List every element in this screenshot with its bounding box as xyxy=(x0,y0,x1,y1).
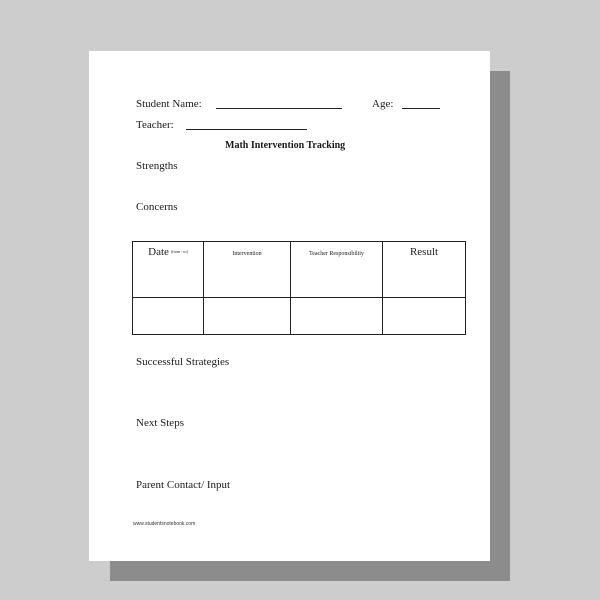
student-name-blank[interactable] xyxy=(216,108,342,109)
worksheet-page xyxy=(89,51,490,561)
cell-date[interactable] xyxy=(133,298,204,335)
teacher-blank[interactable] xyxy=(186,129,307,130)
age-label: Age: xyxy=(372,98,394,110)
cell-intervention[interactable] xyxy=(204,298,291,335)
concerns-label: Concerns xyxy=(136,201,178,213)
intervention-table xyxy=(132,241,466,335)
form-title: Math Intervention Tracking xyxy=(225,140,346,151)
next-steps-label: Next Steps xyxy=(136,417,184,429)
footer-url: www.studentsnotebook.com xyxy=(133,521,196,527)
header-date-cell xyxy=(133,242,204,298)
header-date-note: (from - to) xyxy=(170,248,188,254)
header-teacher-responsibility: Teacher Responsibility xyxy=(308,251,365,257)
teacher-label: Teacher: xyxy=(136,119,174,131)
cell-teacher-responsibility[interactable] xyxy=(291,298,383,335)
header-intervention-cell xyxy=(204,242,291,298)
table-header-row xyxy=(133,242,466,298)
header-result-cell xyxy=(383,242,466,298)
cell-result[interactable] xyxy=(383,298,466,335)
parent-contact-label: Parent Contact/ Input xyxy=(136,479,231,491)
age-blank[interactable] xyxy=(402,108,440,109)
table-row xyxy=(133,298,466,335)
header-teacher-responsibility-cell xyxy=(291,242,383,298)
header-result: Result xyxy=(409,246,439,258)
header-intervention: Intervention xyxy=(232,251,262,257)
student-name-label: Student Name: xyxy=(136,98,202,110)
successful-strategies-label: Successful Strategies xyxy=(136,356,230,368)
header-date: Date xyxy=(148,246,169,258)
strengths-label: Strengths xyxy=(136,160,178,172)
